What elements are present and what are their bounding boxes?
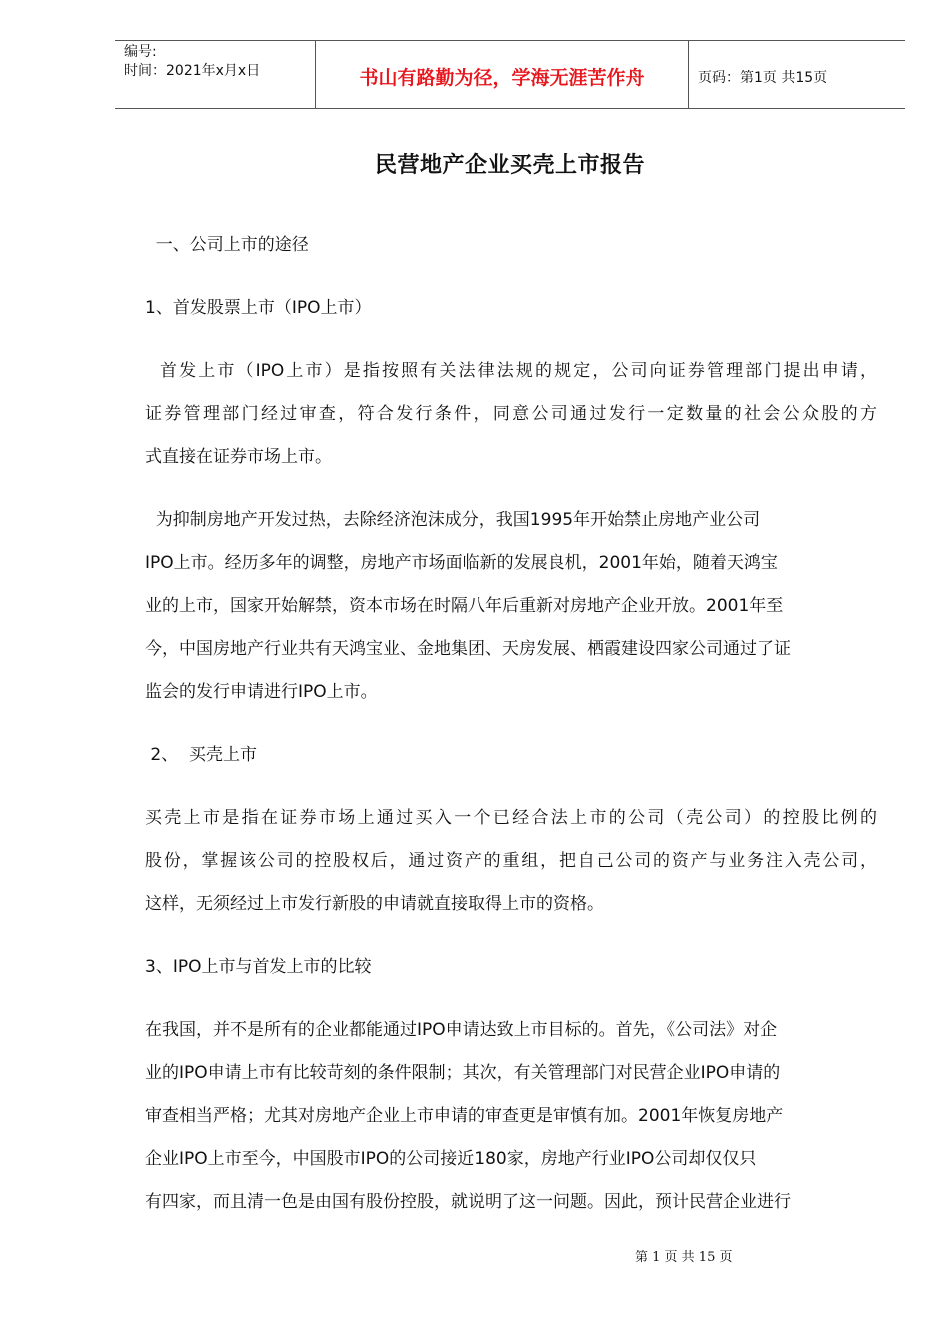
subsection-heading: 1、首发股票上市（IPO上市） bbox=[145, 298, 372, 318]
document-title: 民营地产企业买壳上市报告 bbox=[374, 153, 645, 178]
paragraph-line: 在我国，并不是所有的企业都能通过IPO申请达致上市目标的。首先，《公司法》对企 bbox=[145, 1020, 778, 1040]
serial-label: 编号: bbox=[124, 44, 157, 60]
paragraph-line: 买壳上市是指在证券市场上通过买入一个已经合法上市的公司（壳公司）的控股比例的 bbox=[145, 808, 877, 828]
subsection-heading: 2、 买壳上市 bbox=[145, 745, 258, 765]
paragraph-line: 业的IPO申请上市有比较苛刻的条件限制；其次，有关管理部门对民营企业IPO申请的 bbox=[145, 1063, 781, 1083]
paragraph-line: 首发上市（IPO上市）是指按照有关法律法规的规定，公司向证券管理部门提出申请， bbox=[145, 361, 877, 381]
header-meta bbox=[115, 41, 316, 108]
paragraph-line: 有四家，而且清一色是由国有股份控股，就说明了这一问题。因此，预计民营企业进行 bbox=[145, 1192, 791, 1212]
subsection-heading: 3、IPO上市与首发上市的比较 bbox=[145, 957, 372, 977]
paragraph-line: 业的上市，国家开始解禁，资本市场在时隔八年后重新对房地产企业开放。2001年至 bbox=[145, 596, 784, 616]
paragraph-line: 企业IPO上市至今，中国股市IPO的公司接近180家，房地产行业IPO公司却仅仅只 bbox=[145, 1149, 757, 1169]
page-header bbox=[115, 40, 905, 109]
header-motto: 书山有路勤为径，学海无涯苦作舟 bbox=[316, 41, 689, 108]
document-body bbox=[145, 224, 877, 1224]
paragraph-line: 今，中国房地产行业共有天鸿宝业、金地集团、天房发展、栖霞建设四家公司通过了证 bbox=[145, 639, 791, 659]
page-footer: 第 1 页 共 15 页 bbox=[635, 1250, 733, 1265]
header-page-info: 页码：第1页 共15页 bbox=[698, 69, 828, 86]
paragraph-line: 监会的发行申请进行IPO上市。 bbox=[145, 682, 378, 702]
section-heading: 一、公司上市的途径 bbox=[145, 235, 309, 255]
paragraph-line: 为抑制房地产开发过热，去除经济泡沫成分，我国1995年开始禁止房地产业公司 bbox=[145, 510, 761, 530]
paragraph-line: 证券管理部门经过审查，符合发行条件，同意公司通过发行一定数量的社会公众股的方 bbox=[145, 404, 877, 424]
paragraph-line: 这样，无须经过上市发行新股的申请就直接取得上市的资格。 bbox=[145, 894, 604, 914]
time-label: 时间：2021年x月x日 bbox=[124, 63, 261, 79]
paragraph-line: 股份，掌握该公司的控股权后，通过资产的重组，把自己公司的资产与业务注入壳公司， bbox=[145, 851, 877, 871]
paragraph-line: IPO上市。经历多年的调整，房地产市场面临新的发展良机，2001年始，随着天鸿宝 bbox=[145, 553, 778, 573]
paragraph-line: 审查相当严格；尤其对房地产企业上市申请的审查更是审慎有加。2001年恢复房地产 bbox=[145, 1106, 784, 1126]
paragraph-line: 式直接在证券市场上市。 bbox=[145, 447, 332, 467]
